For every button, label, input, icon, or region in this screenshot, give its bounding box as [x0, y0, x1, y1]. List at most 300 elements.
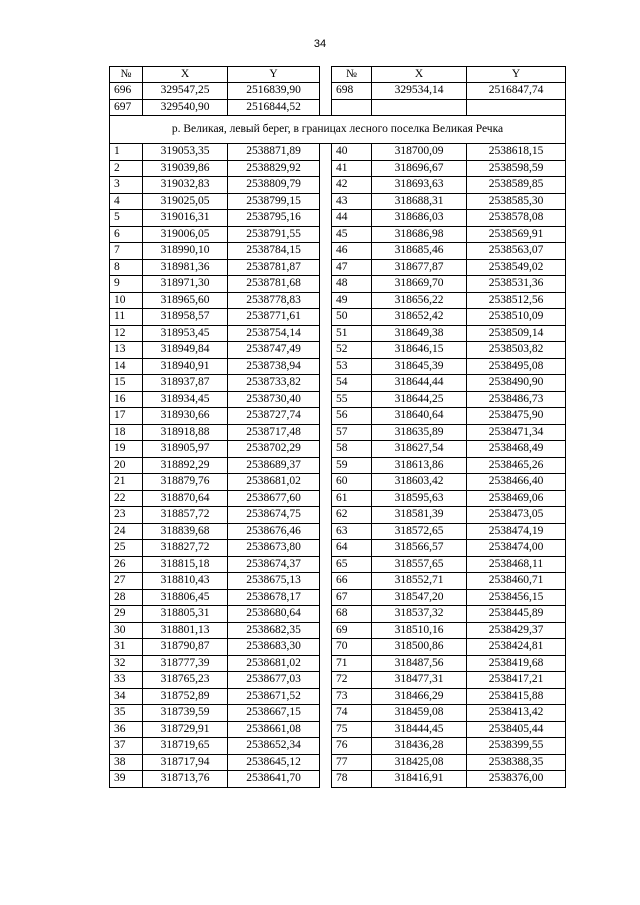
point-number: 28 [110, 589, 143, 606]
point-number: 56 [332, 408, 372, 425]
x-coordinate: 318416,91 [372, 771, 467, 788]
table-row [110, 177, 566, 194]
x-coordinate: 318669,70 [372, 276, 467, 293]
x-coordinate: 318790,87 [143, 639, 228, 656]
section-row [110, 116, 566, 144]
x-coordinate: 318892,29 [143, 457, 228, 474]
y-coordinate: 2538486,73 [467, 391, 566, 408]
point-number: 41 [332, 160, 372, 177]
table-row [110, 99, 566, 116]
point-number: 698 [332, 83, 372, 100]
point-number: 68 [332, 606, 372, 623]
point-number: 39 [110, 771, 143, 788]
section-title: р. Великая, левый берег, в границах лесного поселка Великая Речка [110, 116, 566, 144]
x-coordinate: 318953,45 [143, 325, 228, 342]
x-coordinate: 318459,08 [372, 705, 467, 722]
y-coordinate: 2516844,52 [228, 99, 320, 116]
point-number: 69 [332, 622, 372, 639]
table-row [110, 474, 566, 491]
x-coordinate: 318510,16 [372, 622, 467, 639]
table-row [110, 144, 566, 161]
x-coordinate: 318717,94 [143, 754, 228, 771]
column-gap [320, 210, 332, 227]
y-coordinate: 2538730,40 [228, 391, 320, 408]
table-row [110, 490, 566, 507]
x-coordinate: 318603,42 [372, 474, 467, 491]
point-number: 53 [332, 358, 372, 375]
y-coordinate: 2538585,30 [467, 193, 566, 210]
point-number: 51 [332, 325, 372, 342]
point-number: 37 [110, 738, 143, 755]
y-coordinate: 2538667,15 [228, 705, 320, 722]
x-coordinate: 318557,65 [372, 556, 467, 573]
table-row [110, 457, 566, 474]
x-coordinate: 318644,44 [372, 375, 467, 392]
x-coordinate: 318644,25 [372, 391, 467, 408]
point-number: 60 [332, 474, 372, 491]
column-gap [320, 424, 332, 441]
point-number: 24 [110, 523, 143, 540]
column-gap [320, 589, 332, 606]
point-number: 27 [110, 573, 143, 590]
x-coordinate: 318857,72 [143, 507, 228, 524]
column-gap [320, 474, 332, 491]
point-number: 72 [332, 672, 372, 689]
x-coordinate: 318827,72 [143, 540, 228, 557]
y-coordinate: 2538563,07 [467, 243, 566, 260]
x-coordinate: 329547,25 [143, 83, 228, 100]
point-number: 18 [110, 424, 143, 441]
header-y: Y [467, 67, 566, 83]
column-gap [320, 67, 332, 83]
y-coordinate: 2538376,00 [467, 771, 566, 788]
table-row [110, 342, 566, 359]
point-number: 20 [110, 457, 143, 474]
point-number: 65 [332, 556, 372, 573]
y-coordinate: 2538754,14 [228, 325, 320, 342]
point-number: 17 [110, 408, 143, 425]
y-coordinate: 2538702,29 [228, 441, 320, 458]
point-number: 50 [332, 309, 372, 326]
table-row [110, 540, 566, 557]
table-row [110, 375, 566, 392]
y-coordinate: 2538681,02 [228, 474, 320, 491]
x-coordinate: 318965,60 [143, 292, 228, 309]
y-coordinate: 2538468,49 [467, 441, 566, 458]
x-coordinate: 318686,98 [372, 226, 467, 243]
x-coordinate: 318444,45 [372, 721, 467, 738]
x-coordinate: 318613,86 [372, 457, 467, 474]
table-row [110, 325, 566, 342]
column-gap [320, 177, 332, 194]
y-coordinate: 2538465,26 [467, 457, 566, 474]
y-coordinate: 2538399,55 [467, 738, 566, 755]
y-coordinate: 2538469,06 [467, 490, 566, 507]
y-coordinate: 2538495,08 [467, 358, 566, 375]
point-number: 21 [110, 474, 143, 491]
table-row [110, 556, 566, 573]
x-coordinate [372, 99, 467, 116]
table-row [110, 210, 566, 227]
point-number: 22 [110, 490, 143, 507]
y-coordinate: 2538424,81 [467, 639, 566, 656]
y-coordinate: 2538466,40 [467, 474, 566, 491]
table-row [110, 655, 566, 672]
column-gap [320, 259, 332, 276]
point-number: 67 [332, 589, 372, 606]
x-coordinate: 318652,42 [372, 309, 467, 326]
y-coordinate: 2538829,92 [228, 160, 320, 177]
table-row [110, 589, 566, 606]
y-coordinate: 2538809,79 [228, 177, 320, 194]
y-coordinate: 2538618,15 [467, 144, 566, 161]
y-coordinate: 2538674,37 [228, 556, 320, 573]
y-coordinate: 2538677,03 [228, 672, 320, 689]
y-coordinate: 2538429,37 [467, 622, 566, 639]
column-gap [320, 342, 332, 359]
point-number: 47 [332, 259, 372, 276]
y-coordinate: 2538784,15 [228, 243, 320, 260]
point-number: 43 [332, 193, 372, 210]
column-gap [320, 193, 332, 210]
x-coordinate: 318870,64 [143, 490, 228, 507]
column-gap [320, 688, 332, 705]
point-number: 33 [110, 672, 143, 689]
point-number: 70 [332, 639, 372, 656]
x-coordinate: 318981,36 [143, 259, 228, 276]
point-number: 12 [110, 325, 143, 342]
y-coordinate: 2516847,74 [467, 83, 566, 100]
column-gap [320, 358, 332, 375]
y-coordinate: 2538673,80 [228, 540, 320, 557]
table-row [110, 259, 566, 276]
y-coordinate: 2538413,42 [467, 705, 566, 722]
x-coordinate: 318801,13 [143, 622, 228, 639]
point-number: 3 [110, 177, 143, 194]
y-coordinate: 2538871,89 [228, 144, 320, 161]
table-row [110, 226, 566, 243]
point-number: 6 [110, 226, 143, 243]
point-number: 45 [332, 226, 372, 243]
x-coordinate: 318839,68 [143, 523, 228, 540]
header-num: № [110, 67, 143, 83]
column-gap [320, 160, 332, 177]
point-number: 44 [332, 210, 372, 227]
y-coordinate: 2538460,71 [467, 573, 566, 590]
header-x: X [372, 67, 467, 83]
y-coordinate: 2538799,15 [228, 193, 320, 210]
point-number: 55 [332, 391, 372, 408]
y-coordinate: 2538675,13 [228, 573, 320, 590]
x-coordinate: 318677,87 [372, 259, 467, 276]
column-gap [320, 721, 332, 738]
point-number: 66 [332, 573, 372, 590]
column-gap [320, 441, 332, 458]
column-gap [320, 490, 332, 507]
y-coordinate: 2538578,08 [467, 210, 566, 227]
x-coordinate: 318572,65 [372, 523, 467, 540]
point-number: 54 [332, 375, 372, 392]
x-coordinate: 318930,66 [143, 408, 228, 425]
point-number: 19 [110, 441, 143, 458]
y-coordinate: 2538549,02 [467, 259, 566, 276]
y-coordinate: 2538747,49 [228, 342, 320, 359]
y-coordinate: 2538569,91 [467, 226, 566, 243]
column-gap [320, 639, 332, 656]
point-number: 73 [332, 688, 372, 705]
point-number: 63 [332, 523, 372, 540]
table-row [110, 243, 566, 260]
point-number: 8 [110, 259, 143, 276]
x-coordinate: 318640,64 [372, 408, 467, 425]
column-gap [320, 606, 332, 623]
y-coordinate: 2538733,82 [228, 375, 320, 392]
x-coordinate: 318425,08 [372, 754, 467, 771]
point-number: 74 [332, 705, 372, 722]
point-number: 11 [110, 309, 143, 326]
x-coordinate: 318918,88 [143, 424, 228, 441]
x-coordinate: 318940,91 [143, 358, 228, 375]
point-number: 2 [110, 160, 143, 177]
column-gap [320, 771, 332, 788]
x-coordinate: 318566,57 [372, 540, 467, 557]
column-gap [320, 391, 332, 408]
x-coordinate: 318719,65 [143, 738, 228, 755]
x-coordinate: 318466,29 [372, 688, 467, 705]
y-coordinate: 2516839,90 [228, 83, 320, 100]
x-coordinate: 319053,35 [143, 144, 228, 161]
y-coordinate [467, 99, 566, 116]
x-coordinate: 318949,84 [143, 342, 228, 359]
x-coordinate: 318656,22 [372, 292, 467, 309]
point-number: 697 [110, 99, 143, 116]
column-gap [320, 540, 332, 557]
y-coordinate: 2538676,46 [228, 523, 320, 540]
header-y: Y [228, 67, 320, 83]
point-number: 58 [332, 441, 372, 458]
point-number: 31 [110, 639, 143, 656]
y-coordinate: 2538503,82 [467, 342, 566, 359]
x-coordinate: 318635,89 [372, 424, 467, 441]
y-coordinate: 2538677,60 [228, 490, 320, 507]
column-gap [320, 738, 332, 755]
table-row [110, 573, 566, 590]
x-coordinate: 318547,20 [372, 589, 467, 606]
y-coordinate: 2538471,34 [467, 424, 566, 441]
column-gap [320, 556, 332, 573]
y-coordinate: 2538680,64 [228, 606, 320, 623]
x-coordinate: 329534,14 [372, 83, 467, 100]
column-gap [320, 457, 332, 474]
y-coordinate: 2538475,90 [467, 408, 566, 425]
point-number: 1 [110, 144, 143, 161]
point-number: 13 [110, 342, 143, 359]
x-coordinate: 319039,86 [143, 160, 228, 177]
x-coordinate: 318627,54 [372, 441, 467, 458]
x-coordinate: 318765,23 [143, 672, 228, 689]
table-row [110, 705, 566, 722]
x-coordinate: 318436,28 [372, 738, 467, 755]
point-number: 10 [110, 292, 143, 309]
x-coordinate: 318752,89 [143, 688, 228, 705]
column-gap [320, 672, 332, 689]
x-coordinate: 318777,39 [143, 655, 228, 672]
x-coordinate: 318688,31 [372, 193, 467, 210]
y-coordinate: 2538678,17 [228, 589, 320, 606]
y-coordinate: 2538689,37 [228, 457, 320, 474]
x-coordinate: 318581,39 [372, 507, 467, 524]
column-gap [320, 99, 332, 116]
point-number: 40 [332, 144, 372, 161]
column-gap [320, 309, 332, 326]
point-number: 36 [110, 721, 143, 738]
y-coordinate: 2538473,05 [467, 507, 566, 524]
y-coordinate: 2538417,21 [467, 672, 566, 689]
y-coordinate: 2538490,90 [467, 375, 566, 392]
point-number: 52 [332, 342, 372, 359]
header-num: № [332, 67, 372, 83]
header-row [110, 67, 566, 83]
x-coordinate: 319016,31 [143, 210, 228, 227]
column-gap [320, 754, 332, 771]
column-gap [320, 292, 332, 309]
point-number: 76 [332, 738, 372, 755]
column-gap [320, 523, 332, 540]
point-number: 34 [110, 688, 143, 705]
table-row [110, 424, 566, 441]
y-coordinate: 2538388,35 [467, 754, 566, 771]
point-number: 75 [332, 721, 372, 738]
point-number: 26 [110, 556, 143, 573]
y-coordinate: 2538531,36 [467, 276, 566, 293]
x-coordinate: 318815,18 [143, 556, 228, 573]
point-number: 48 [332, 276, 372, 293]
y-coordinate: 2538456,15 [467, 589, 566, 606]
x-coordinate: 318500,86 [372, 639, 467, 656]
y-coordinate: 2538778,83 [228, 292, 320, 309]
y-coordinate: 2538681,02 [228, 655, 320, 672]
y-coordinate: 2538771,61 [228, 309, 320, 326]
column-gap [320, 83, 332, 100]
point-number: 64 [332, 540, 372, 557]
y-coordinate: 2538405,44 [467, 721, 566, 738]
x-coordinate: 318805,31 [143, 606, 228, 623]
table-row [110, 688, 566, 705]
table-row [110, 721, 566, 738]
column-gap [320, 622, 332, 639]
point-number: 15 [110, 375, 143, 392]
y-coordinate: 2538671,52 [228, 688, 320, 705]
y-coordinate: 2538738,94 [228, 358, 320, 375]
point-number: 61 [332, 490, 372, 507]
y-coordinate: 2538682,35 [228, 622, 320, 639]
x-coordinate: 318686,03 [372, 210, 467, 227]
table-row [110, 160, 566, 177]
y-coordinate: 2538652,34 [228, 738, 320, 755]
point-number: 29 [110, 606, 143, 623]
point-number: 4 [110, 193, 143, 210]
column-gap [320, 507, 332, 524]
point-number: 25 [110, 540, 143, 557]
y-coordinate: 2538468,11 [467, 556, 566, 573]
x-coordinate: 318700,09 [372, 144, 467, 161]
point-number: 62 [332, 507, 372, 524]
y-coordinate: 2538419,68 [467, 655, 566, 672]
point-number: 38 [110, 754, 143, 771]
table-row [110, 358, 566, 375]
x-coordinate: 329540,90 [143, 99, 228, 116]
point-number: 16 [110, 391, 143, 408]
point-number: 71 [332, 655, 372, 672]
table-row [110, 754, 566, 771]
y-coordinate: 2538781,87 [228, 259, 320, 276]
table-row [110, 507, 566, 524]
x-coordinate: 319006,05 [143, 226, 228, 243]
column-gap [320, 375, 332, 392]
x-coordinate: 318739,59 [143, 705, 228, 722]
x-coordinate: 318806,45 [143, 589, 228, 606]
x-coordinate: 319032,83 [143, 177, 228, 194]
point-number: 9 [110, 276, 143, 293]
x-coordinate: 318971,30 [143, 276, 228, 293]
x-coordinate: 318693,63 [372, 177, 467, 194]
point-number: 696 [110, 83, 143, 100]
coordinates-table [109, 66, 566, 788]
table-row [110, 193, 566, 210]
x-coordinate: 318810,43 [143, 573, 228, 590]
x-coordinate: 318537,32 [372, 606, 467, 623]
table-row [110, 622, 566, 639]
point-number: 30 [110, 622, 143, 639]
y-coordinate: 2538509,14 [467, 325, 566, 342]
y-coordinate: 2538589,85 [467, 177, 566, 194]
x-coordinate: 318905,97 [143, 441, 228, 458]
column-gap [320, 408, 332, 425]
table-row [110, 672, 566, 689]
point-number: 23 [110, 507, 143, 524]
header-x: X [143, 67, 228, 83]
column-gap [320, 243, 332, 260]
x-coordinate: 318937,87 [143, 375, 228, 392]
x-coordinate: 319025,05 [143, 193, 228, 210]
table-row [110, 391, 566, 408]
y-coordinate: 2538683,30 [228, 639, 320, 656]
column-gap [320, 705, 332, 722]
y-coordinate: 2538645,12 [228, 754, 320, 771]
y-coordinate: 2538474,00 [467, 540, 566, 557]
x-coordinate: 318645,39 [372, 358, 467, 375]
x-coordinate: 318879,76 [143, 474, 228, 491]
page-number: 34 [313, 38, 327, 50]
column-gap [320, 276, 332, 293]
point-number: 35 [110, 705, 143, 722]
x-coordinate: 318477,31 [372, 672, 467, 689]
y-coordinate: 2538791,55 [228, 226, 320, 243]
y-coordinate: 2538661,08 [228, 721, 320, 738]
point-number: 42 [332, 177, 372, 194]
column-gap [320, 655, 332, 672]
point-number: 49 [332, 292, 372, 309]
table-row [110, 83, 566, 100]
point-number: 78 [332, 771, 372, 788]
x-coordinate: 318729,91 [143, 721, 228, 738]
x-coordinate: 318646,15 [372, 342, 467, 359]
table-row [110, 309, 566, 326]
y-coordinate: 2538717,48 [228, 424, 320, 441]
y-coordinate: 2538510,09 [467, 309, 566, 326]
y-coordinate: 2538795,16 [228, 210, 320, 227]
table-row [110, 408, 566, 425]
